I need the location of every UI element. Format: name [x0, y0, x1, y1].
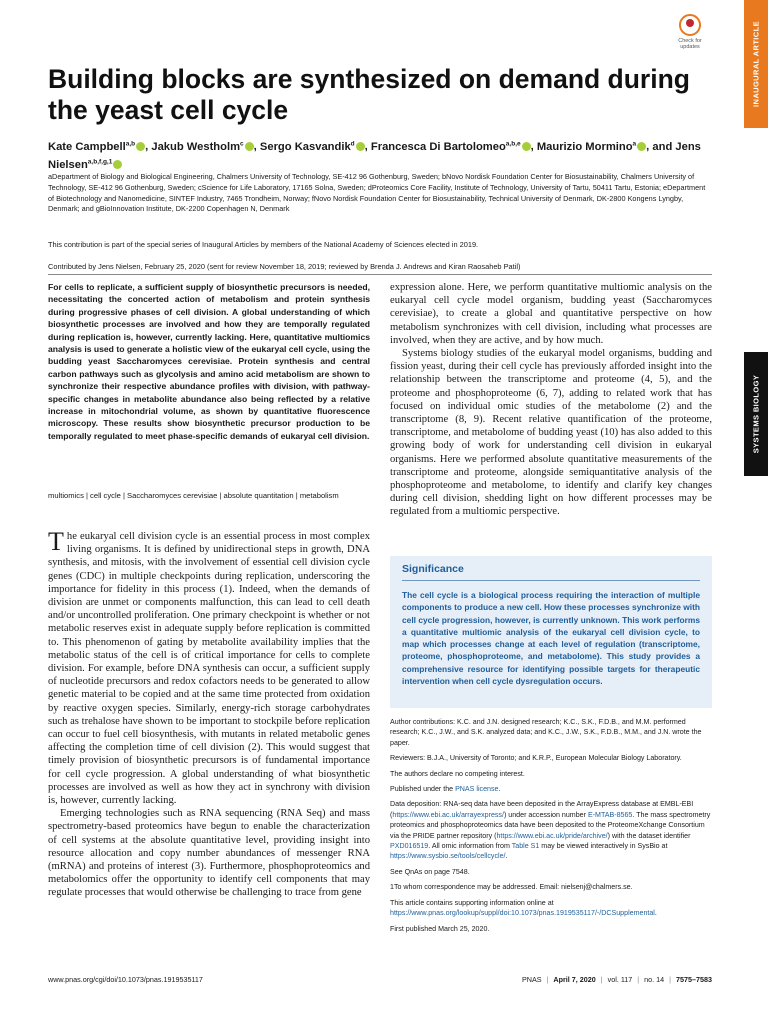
- sysbio-link[interactable]: https://www.sysbio.se/tools/cellcycle/: [390, 852, 506, 861]
- body-column-left: [48, 527, 370, 900]
- author[interactable]: and Jens Nielsen$^{a,b,f,g,1}$: [48, 140, 701, 172]
- drop-cap: T: [48, 527, 64, 556]
- orcid-icon[interactable]: [136, 142, 145, 151]
- author[interactable]: Francesca Di Bartolomeo$^{a,b,e}$: [371, 141, 531, 153]
- orcid-icon[interactable]: [245, 142, 254, 151]
- arrayexpress-link[interactable]: https://www.ebi.ac.uk/arrayexpress/: [392, 810, 504, 819]
- significance-heading: Significance: [402, 563, 464, 575]
- orcid-icon[interactable]: [113, 160, 122, 169]
- body-paragraph: he eukaryal cell division cycle is an essential process in most complex living organisms. It is defined by unidirectional steps in growth, DNA synthesis, and mitosis, with the involvement of essential cell division cycle genes (CDC) in multiple checkpoints during replication, underscoring the importance for fidelity in this process (1). Indeed, when the demands of division are unmet or components malfunction, this can lead to cell death and/or uncontrolled proliferation. One primary checkpoint is whether or not metabolic reserves exist in adequate supply before replication is committed to. This phenomenon of gating by metabolite availability implies that the metabolic status of the cell is of critical importance for cells to complete division. For example, before DNA synthesis can occur, a sufficient supply of nucleotide precursors and redox cofactors needs to be generated to allow genetic material to be copied and at the same time protected from oxidation by reactive oxygen species. Similarly, energy-rich storage carbohydrates such as trehalose have shown to be important to stockpile before replication can occur to fuel cell biosynthesis, with mutants in related metabolic genes affecting the completion time of cell division (2). This would suggest that timely provision of biosynthetic precursors is of fundamental importance for cell cycle progression. A global understanding of what biosynthetic processes are involved as well as how they act in synchrony with division is, however, currently lacking.: [48, 531, 370, 807]
- keywords: multiomics | cell cycle | Saccharomyces cerevisiae | absolute quantitation | metabolism: [48, 491, 339, 500]
- check-for-updates-label: Check for updates: [678, 38, 702, 50]
- series-note: This contribution is part of the special series of Inaugural Articles by members of the National Academy of Sciences elected in 2019.: [48, 240, 479, 249]
- body-paragraph: expression alone. Here, we perform quantitative multiomic analysis on the eukaryal cell cycle model organism, budding yeast (Saccharomyces cerevisiae), to create a global and quantitative perspective on how metabolism synchronizes with cell division, including what processes are involved, when they are active, and by how much.: [390, 282, 712, 346]
- issue-date: April 7, 2020: [553, 975, 596, 984]
- pxd-link[interactable]: PXD016519: [390, 842, 429, 851]
- issue-number: no. 14: [644, 975, 665, 984]
- divider: [48, 274, 712, 275]
- orcid-icon[interactable]: [356, 142, 365, 151]
- significance-divider: [402, 580, 700, 581]
- contributed-note: Contributed by Jens Nielsen, February 25, 2020 (sent for review November 18, 2019; reviewed by Brenda J. Andrews and Kiran Raosaheb Patil): [48, 262, 521, 271]
- journal-name: PNAS: [521, 975, 542, 984]
- systems-biology-label: SYSTEMS BIOLOGY: [751, 374, 761, 454]
- significance-box: [390, 556, 712, 708]
- first-published-note: First published March 25, 2020.: [390, 924, 490, 933]
- author[interactable]: Kate Campbell$^{a,b}$: [48, 141, 145, 153]
- author-contributions: Author contributions: K.C. and J.N. designed research; K.C., S.K., F.D.B., and M.M. performed research; K.C., J.W., and S.K. analyzed data; and K.C., J.W., S.K., F.D.B., M.M., and J.N. wrote the paper.: [390, 718, 702, 747]
- inaugural-article-label: INAUGURAL ARTICLE: [751, 21, 761, 107]
- license-link[interactable]: PNAS license: [455, 785, 499, 794]
- reviewers-note: Reviewers: B.J.A., University of Toronto; and K.R.P., European Molecular Biology Laboratory.: [390, 754, 682, 763]
- journal-footer: PNAS | April 7, 2020 | vol. 117 | no. 14 | 7575–7583: [521, 975, 712, 984]
- body-column-right: [390, 281, 712, 519]
- author[interactable]: Sergo Kasvandik$^d$: [260, 141, 365, 153]
- body-paragraph: Emerging technologies such as RNA sequencing (RNA Seq) and mass spectrometry-based proteomics have begun to enable the characterization of cell systems at the absolute quantitative level, providing insight into resource allocation and copy number abundances of messenger RNA (mRNA) and proteins of interest (3). Furthermore, phosphoproteomics and metabolomics offer the opportunity to identify cell components that may regulate processes that would otherwise be challenging to trace from gene: [48, 808, 370, 899]
- supplemental-link[interactable]: https://www.pnas.org/lookup/suppl/doi:10.1073/pnas.1919535117/-/DCSupplemental: [390, 909, 655, 918]
- data-deposition: Data deposition: RNA-seq data have been deposited in the ArrayExpress database at EMBL-EBI (https://www.ebi.ac.uk/arrayexpress/) under accession number E-MTAB-8565. The mass spectrometry proteomics and phosphoproteomics data have been deposited to the ProteomeXchange Consortium via the PRIDE partner repository (https://www.ebi.ac.uk/pride/archive/) with the dataset identifier PXD016519. All omic information from Table S1 may be viewed interactively in SysBio at https://www.sysbio.se/tools/cellcycle/.: [390, 800, 711, 861]
- article-notes: [390, 717, 712, 939]
- qna-note: See QnAs on page 7548.: [390, 867, 470, 876]
- correspondence-note: 1To whom correspondence may be addressed. Email: nielsenj@chalmers.se.: [390, 883, 633, 892]
- license-note: Published under the PNAS license.: [390, 785, 501, 794]
- orcid-icon[interactable]: [522, 142, 531, 151]
- body-paragraph: Systems biology studies of the eukaryal model organisms, budding and fission yeast, during their cell cycle has previously afforded insight into the relationship between the transcriptome and proteome (4, 5), and the proteome and phosphoproteome (6, 7), adding to related work that has focused on individual omic studies of the metabolome (2) and the transcriptome (8, 9). Recent relative quantification of the proteome, transcriptome, and metabolome of budding yeast (10) has also added to this growing body of work for understanding cell division in eukaryal organisms. Here we performed absolute quantitative measurements of the transcriptome and proteome, alongside semiquantitative analysis of the phosphoproteome and metabolome, to identify and clarify key changes during cell division, shedding light on how different processes may be regulated from a multiomic perspective.: [390, 348, 712, 518]
- check-for-updates-button[interactable]: [670, 14, 710, 52]
- author[interactable]: Jakub Westholm$^c$: [151, 141, 253, 153]
- article-title: Building blocks are synthesized on demand during the yeast cell cycle: [48, 64, 690, 125]
- table-s1-link[interactable]: Table S1: [511, 842, 540, 851]
- competing-interest: The authors declare no competing interest.: [390, 769, 525, 778]
- page-range: 7575–7583: [676, 975, 712, 984]
- abstract: For cells to replicate, a sufficient supply of biosynthetic precursors is needed, necessitating the concerted action of metabolism and protein synthesis during progressive phases of cell division. A global understanding of which biosynthetic processes are involved and how they are temporally regulated during replication is, however, currently lacking. Here, quantitative multiomics analysis is used to generate a holistic view of the eukaryal cell cycle, using the budding yeast Saccharomyces cerevisiae. Protein synthesis and central carbon pathways such as glycolysis and amino acid metabolism are shown to synchronize their respective abundance profiles with division, with pathway-specific changes in metabolite abundance also being reflected by a relative increase in mitochondrial volume, as shown by quantitative fluorescence microscopy. These results show biosynthetic precursor production to be temporally regulated to meet phase-specific demands of eukaryal cell division.: [48, 282, 370, 441]
- author-list: Kate Campbell$^{a,b}$ , Jakub Westholm$^c$ , Sergo Kasvandik$^d$ , Francesca Di Bartolomeo$^{a,b,e}$ , Maurizio Mormino$^a$ , and Jens Nielsen$^{a,b,f,g,1}$: [48, 140, 701, 172]
- orcid-icon[interactable]: [637, 142, 646, 151]
- accession-link[interactable]: E-MTAB-8565: [587, 810, 633, 819]
- volume: vol. 117: [607, 975, 633, 984]
- supporting-info-note: This article contains supporting information online at https://www.pnas.org/lookup/suppl/doi:10.1073/pnas.1919535117/-/DCSupplemental.: [390, 898, 657, 918]
- doi-url[interactable]: www.pnas.org/cgi/doi/10.1073/pnas.1919535117: [48, 975, 203, 984]
- systems-biology-tab: [744, 352, 768, 476]
- affiliations: aDepartment of Biology and Biological Engineering, Chalmers University of Technology, SE-412 96 Gothenburg, Sweden; bNovo Nordisk Foundation Center for Biosustainability, Chalmers University of Technology, SE-412 96 Gothenburg, Sweden; cScience for Life Laboratory, 17165 Solna, Sweden; dProteomics Core Facility, Institute of Technology, University of Tartu, 50411 Tartu, Estonia; eDepartment of Biotechnology and Nanomedicine, SINTEF Industry, 7465 Trondheim, Norway; fNovo Nordisk Foundation Center for Biosustainability, Technical University of Denmark, DK-2800 Kongens Lyngby, Denmark; and gBioInnovation Institute, DK-2200 Copenhagen N, Denmark: [48, 172, 706, 214]
- author[interactable]: Maurizio Mormino$^a$: [537, 141, 646, 153]
- inaugural-article-tab: [744, 0, 768, 128]
- pride-link[interactable]: https://www.ebi.ac.uk/pride/archive/: [496, 831, 608, 840]
- significance-text: The cell cycle is a biological process requiring the interaction of multiple components to produce a new cell. How these processes synchronize with cell cycle progression, however, is currently unknown. This work performs a quantitative multiomic analysis of the eukaryal cell division cycle, to map which processes change at each level of regulation (transcriptome, proteome, phosphoproteome, and metabolome). This study provides a comprehensive resource for identifying possible targets for therapeutic intervention when cell cycle dysregulation occurs.: [402, 590, 700, 687]
- crossmark-icon: [679, 14, 701, 36]
